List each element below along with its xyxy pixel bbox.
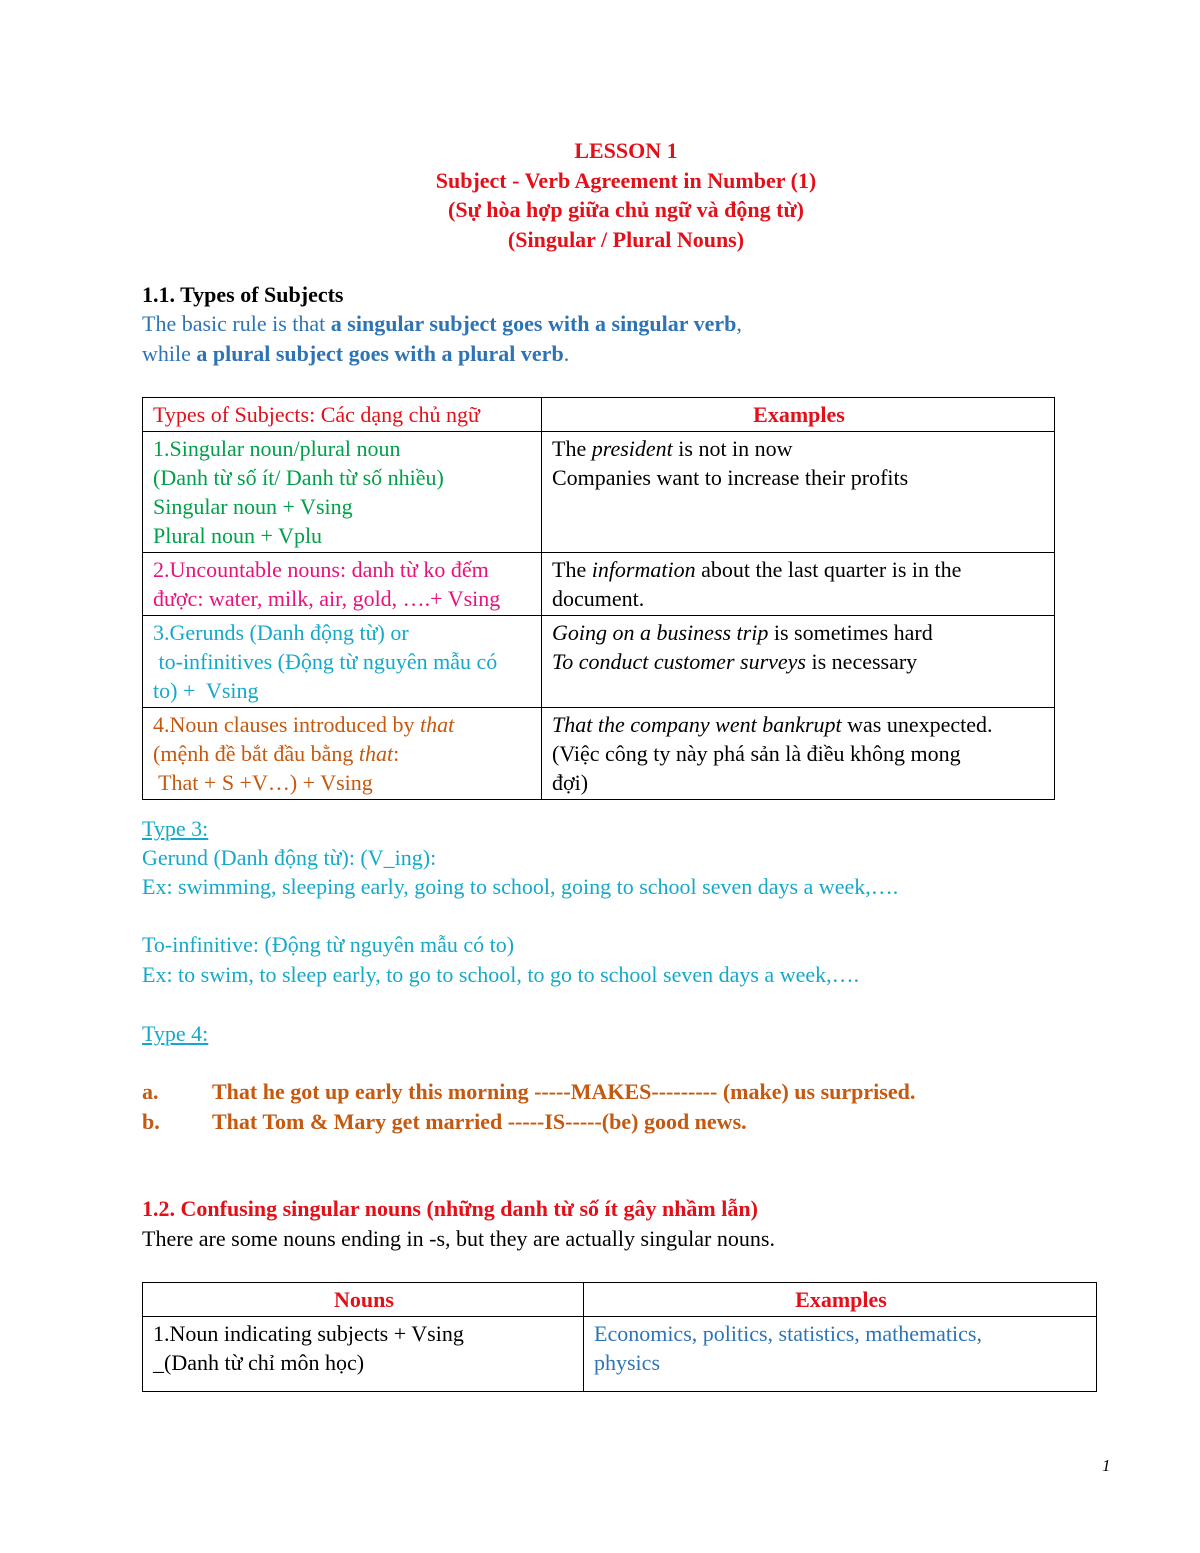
cell-line: đợi) (552, 770, 589, 795)
lesson-title-block (0, 136, 1200, 254)
types-of-subjects-table (142, 397, 1055, 800)
cell-line: _(Danh từ chỉ môn học) (153, 1350, 365, 1375)
lesson-number: LESSON 1 (574, 138, 678, 163)
table-row (143, 1317, 1097, 1392)
cell-line: 2.Uncountable nouns: danh từ ko đếm (153, 557, 489, 582)
cell-line: physics (594, 1350, 660, 1375)
cell-line (552, 647, 1046, 676)
example-text: is not in now (672, 436, 793, 461)
example-text: about the last quarter is in the (695, 557, 962, 582)
cell-line (552, 555, 1046, 584)
type-3-label: Type 3: (142, 816, 209, 841)
example-sentence: That Tom & Mary get married -----IS-----(be) good news. (212, 1109, 747, 1134)
example-subject: Going on a business trip (552, 620, 769, 645)
cell-text: : (393, 741, 400, 766)
example-cell (542, 708, 1055, 800)
cell-line: That + S +V…) + Vsing (153, 770, 373, 795)
example-cell (542, 553, 1055, 616)
example-text: The (552, 436, 592, 461)
example-b (142, 1107, 747, 1137)
cell-line: to-infinitives (Động từ nguyên mẫu có (153, 649, 498, 674)
example-cell (584, 1317, 1097, 1392)
cell-line: được: water, milk, air, gold, ….+ Vsing (153, 586, 501, 611)
cell-line: Plural noun + Vplu (153, 523, 323, 548)
cell-line (552, 710, 1046, 739)
section-1-1-heading: 1.1. Types of Subjects (142, 282, 344, 307)
cell-line: (Danh từ số ít/ Danh từ số nhiều) (153, 465, 444, 490)
header-examples: Examples (542, 398, 1055, 432)
rule-text: while (142, 341, 197, 366)
cell-line: document. (552, 586, 645, 611)
lesson-topic: Subject - Verb Agreement in Number (1) (435, 167, 817, 193)
example-text: The (552, 557, 592, 582)
section-1-2-heading: 1.2. Confusing singular nouns (những danh từ số ít gây nhầm lẫn) (142, 1196, 758, 1221)
example-cell (542, 616, 1055, 708)
lesson-topic-vietnamese: (Sự hòa hợp giữa chủ ngữ và động từ) (448, 197, 804, 222)
cell-line (552, 618, 1046, 647)
header-nouns: Nouns (143, 1283, 584, 1317)
gerund-examples: Ex: swimming, sleeping early, going to school, going to school seven days a week,…. (142, 874, 899, 899)
example-text: is necessary (806, 649, 918, 674)
table-row (143, 553, 1055, 616)
example-subject: president (591, 436, 673, 461)
subject-type-cell (143, 616, 542, 708)
example-a (142, 1077, 915, 1107)
list-marker: b. (142, 1109, 160, 1134)
cell-text: 4.Noun clauses introduced by (153, 712, 420, 737)
basic-rule-line-1 (142, 309, 742, 339)
gerund-definition: Gerund (Danh động từ): (V_ing): (142, 845, 437, 870)
list-marker: a. (142, 1079, 159, 1104)
section-1-2-description: There are some nouns ending in -s, but they are actually singular nouns. (142, 1226, 775, 1251)
cell-line: 3.Gerunds (Danh động từ) or (153, 620, 409, 645)
table-row (143, 616, 1055, 708)
cell-line: Singular noun + Vsing (153, 494, 353, 519)
cell-line: 1.Noun indicating subjects + Vsing (153, 1321, 464, 1346)
cell-line (153, 739, 533, 768)
example-subject: To conduct customer surveys (552, 649, 806, 674)
cell-line: (Việc công ty này phá sản là điều không mong (552, 741, 961, 766)
rule-text: , (736, 311, 742, 336)
header-examples: Examples (584, 1283, 1097, 1317)
rule-singular: a singular subject goes with a singular verb (330, 311, 737, 336)
cell-text: that (420, 712, 455, 737)
noun-type-cell (143, 1317, 584, 1392)
cell-line: to) + Vsing (153, 678, 259, 703)
subject-type-cell (143, 432, 542, 553)
cell-line: Economics, politics, statistics, mathematics, (594, 1321, 982, 1346)
confusing-nouns-table (142, 1282, 1097, 1392)
table-header-row (143, 398, 1055, 432)
page-number: 1 (1102, 1456, 1111, 1475)
cell-line: 1.Singular noun/plural noun (153, 436, 401, 461)
table-row (143, 708, 1055, 800)
example-cell (542, 432, 1055, 553)
subject-type-cell (143, 708, 542, 800)
cell-text: that (358, 741, 394, 766)
infinitive-examples: Ex: to swim, to sleep early, to go to school, to go to school seven days a week,…. (142, 962, 860, 987)
lesson-subtopic: (Singular / Plural Nouns) (507, 226, 745, 252)
infinitive-definition: To-infinitive: (Động từ nguyên mẫu có to) (142, 932, 515, 957)
example-subject: information (591, 557, 696, 582)
cell-line (552, 434, 1046, 463)
rule-text: The basic rule is that (142, 311, 331, 336)
basic-rule-line-2 (142, 339, 569, 369)
table-row (143, 432, 1055, 553)
cell-line: Companies want to increase their profits (552, 465, 909, 490)
header-types-of-subjects: Types of Subjects: Các dạng chủ ngữ (143, 398, 542, 432)
example-subject: That the company went bankrupt (552, 712, 842, 737)
example-text: was unexpected. (841, 712, 993, 737)
rule-text: . (563, 341, 570, 366)
example-sentence: That he got up early this morning -----MAKES--------- (make) us surprised. (212, 1079, 916, 1104)
subject-type-cell (143, 553, 542, 616)
example-text: is sometimes hard (768, 620, 933, 645)
cell-text: (mệnh đề bắt đầu bằng (153, 741, 359, 766)
rule-plural: a plural subject goes with a plural verb (196, 341, 564, 366)
cell-line (153, 710, 533, 739)
type-4-label: Type 4: (142, 1021, 209, 1046)
table-header-row (143, 1283, 1097, 1317)
